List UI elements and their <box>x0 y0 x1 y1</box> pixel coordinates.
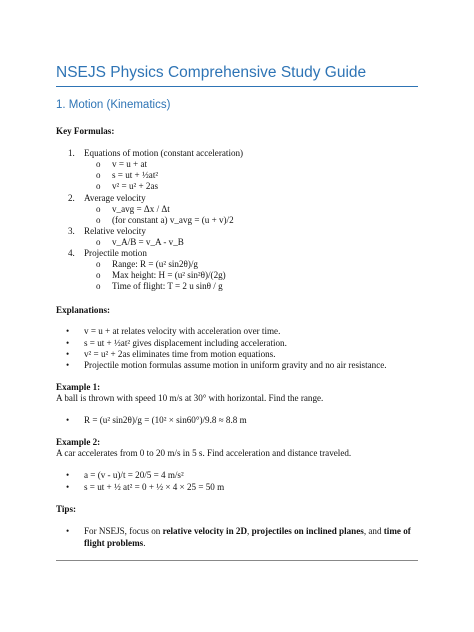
explanation-item: v = u + at relates velocity with acceleration over time. <box>84 326 281 336</box>
tip-emphasis: time of <box>383 526 411 536</box>
bullet: • <box>66 526 70 536</box>
title-underline <box>56 86 418 87</box>
tip-text: For NSEJS, focus on <box>84 526 163 536</box>
example-2-solution: s = ut + ½ at² = 0 + ½ × 4 × 25 = 50 m <box>84 482 225 492</box>
formula-item: v_A/B = v_A - v_B <box>112 237 184 247</box>
example-2-text: A car accelerates from 0 to 20 m/s in 5 s. Find acceleration and distance traveled. <box>56 448 352 458</box>
bullet: • <box>66 349 70 359</box>
list-number: 3. <box>68 226 75 236</box>
formula-group-label: Equations of motion (constant acceleration) <box>84 148 244 158</box>
explanation-item: s = ut + ½at² gives displacement including acceleration. <box>84 338 287 348</box>
tip-line-2 <box>84 538 145 549</box>
tip-text: , and <box>363 526 384 536</box>
key-formulas-heading: Key Formulas: <box>56 126 115 136</box>
tip-emphasis: relative velocity in 2D <box>162 526 248 536</box>
example-1-heading: Example 1: <box>56 382 101 392</box>
formula-item: v² = u² + 2as <box>112 181 159 191</box>
example-1-solution: R = (u² sin2θ)/g = (10² × sin60°)/9.8 ≈ 8.8 m <box>84 415 247 425</box>
tips-heading: Tips: <box>56 504 77 514</box>
document-title: NSEJS Physics Comprehensive Study Guide <box>56 64 367 81</box>
list-number: 4. <box>68 248 75 258</box>
bullet: • <box>66 482 70 492</box>
list-number: 1. <box>68 148 75 158</box>
bullet: • <box>66 360 70 370</box>
bullet: • <box>66 326 70 336</box>
formula-item: v = u + at <box>112 159 148 169</box>
bullet: • <box>66 470 70 480</box>
list-number: 2. <box>68 193 75 203</box>
formula-item: Time of flight: T = 2 u sinθ / g <box>112 281 223 291</box>
sub-bullet: o <box>96 215 101 225</box>
formula-item: s = ut + ½at² <box>112 170 159 180</box>
tip-line-1 <box>84 526 411 537</box>
sub-bullet: o <box>96 181 101 191</box>
sub-bullet: o <box>96 159 101 169</box>
formula-item: (for constant a) v_avg = (u + v)/2 <box>112 215 234 225</box>
tip-text: , <box>247 526 252 536</box>
sub-bullet: o <box>96 237 101 247</box>
formula-group-label: Average velocity <box>84 193 146 203</box>
sub-bullet: o <box>96 204 101 214</box>
tip-text: . <box>143 538 146 548</box>
sub-bullet: o <box>96 270 101 280</box>
sub-bullet: o <box>96 281 101 291</box>
explanations-heading: Explanations: <box>56 305 111 315</box>
bullet: • <box>66 415 70 425</box>
tip-emphasis: flight problems <box>84 538 144 548</box>
formula-group-label: Relative velocity <box>84 226 146 236</box>
bullet: • <box>66 338 70 348</box>
explanation-item: Projectile motion formulas assume motion in uniform gravity and no air resistance. <box>84 360 387 370</box>
formula-item: v_avg = Δx / Δt <box>112 204 170 214</box>
formula-item: Max height: H = (u² sin²θ)/(2g) <box>112 270 226 280</box>
explanation-item: v² = u² + 2as eliminates time from motion equations. <box>84 349 276 359</box>
sub-bullet: o <box>96 259 101 269</box>
formula-group-label: Projectile motion <box>84 248 147 258</box>
formula-item: Range: R = (u² sin2θ)/g <box>112 259 198 269</box>
example-2-heading: Example 2: <box>56 437 101 447</box>
bottom-divider <box>56 560 418 561</box>
example-1-text: A ball is thrown with speed 10 m/s at 30° with horizontal. Find the range. <box>56 393 324 403</box>
section-heading: 1. Motion (Kinematics) <box>56 99 171 111</box>
sub-bullet: o <box>96 170 101 180</box>
tip-emphasis: projectiles on inclined planes <box>251 526 364 536</box>
example-2-solution: a = (v - u)/t = 20/5 = 4 m/s² <box>84 470 184 480</box>
